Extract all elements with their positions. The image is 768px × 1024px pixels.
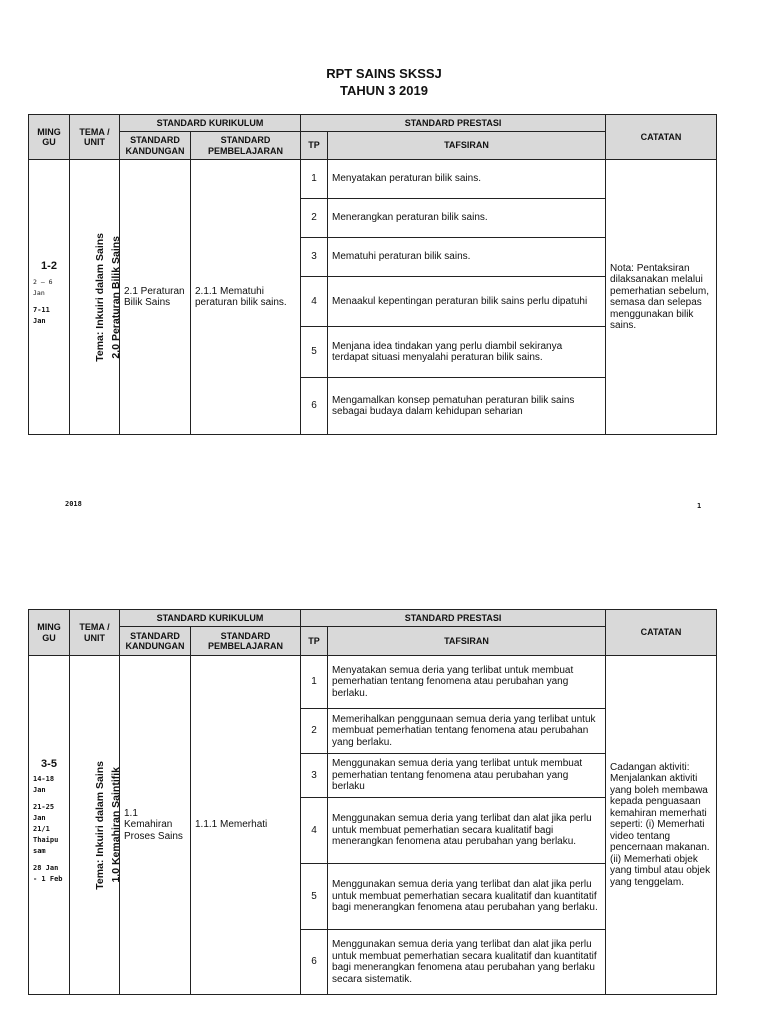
tafsiran-cell: Menggunakan semua deria yang terlibat untuk membuat pemerhatian tentang fenomena atau perubahan yang berlaku [328, 754, 606, 798]
tafsiran-cell: Menggunakan semua deria yang terlibat dan alat jika perlu untuk membuat pemerhatian secara kualitatif dan kuantitatif bagi menerangkan fenomena atau perubahan yang berlaku. [328, 864, 606, 930]
col-standard-pembelajaran: STANDARD PEMBELAJARAN [191, 132, 301, 160]
col-catatan: CATATAN [606, 115, 717, 160]
tema-cell [70, 656, 120, 995]
catatan-cell: Nota: Pentaksiran dilaksanakan melalui pemerhatian sebelum, semasa dan selepas menggunakan bilik sains. [606, 160, 717, 435]
table-row [29, 656, 717, 709]
minggu-cell [29, 160, 70, 435]
col-tafsiran: TAFSIRAN [328, 132, 606, 160]
table-row [29, 160, 717, 199]
tema-label: Tema: Inkuiri dalam Sains [94, 760, 106, 890]
tafsiran-cell: Mengamalkan konsep pematuhan peraturan bilik sains sebagai budaya dalam kehidupan seharian [328, 378, 606, 435]
week-label: 1-2 [41, 260, 57, 273]
catatan-cell: Cadangan aktiviti: Menjalankan aktiviti yang boleh membawa kepada penguasaan kemahiran memerhati seperti: (i) Memerhati video tentang pencernaan makanan. (ii) Memerhati objek yang timbul atau objek yang tenggelam. [606, 656, 717, 995]
page-number: 1 [697, 502, 702, 510]
document-subtitle: TAHUN 3 2019 [340, 83, 428, 98]
week-date: 21-25 Jan 21/1 Thaipu sam [33, 803, 59, 856]
col-standard-kandungan: STANDARD KANDUNGAN [120, 627, 191, 656]
week-label: 3-5 [41, 757, 57, 770]
standard-pembelajaran-cell: 1.1.1 Memerhati [191, 656, 301, 995]
col-standard-pembelajaran: STANDARD PEMBELAJARAN [191, 627, 301, 656]
col-standard-prestasi: STANDARD PRESTASI [301, 610, 606, 627]
standard-pembelajaran-cell: 2.1.1 Mematuhi peraturan bilik sains. [191, 160, 301, 435]
minggu-cell [29, 656, 70, 995]
tafsiran-cell: Menyatakan semua deria yang terlibat untuk membuat pemerhatian tentang fenomena atau perubahan yang berlaku. [328, 656, 606, 709]
tp-cell: 1 [301, 160, 328, 199]
col-standard-kurikulum: STANDARD KURIKULUM [120, 610, 301, 627]
col-standard-prestasi: STANDARD PRESTASI [301, 115, 606, 132]
tafsiran-cell: Mematuhi peraturan bilik sains. [328, 238, 606, 277]
document-title: RPT SAINS SKSSJ [326, 66, 442, 81]
tafsiran-cell: Menggunakan semua deria yang terlibat dan alat jika perlu untuk membuat pemerhatian secara kualitatif bagi menerangkan fenomena atau perubahan yang berlaku. [328, 798, 606, 864]
tp-cell: 5 [301, 327, 328, 378]
tafsiran-cell: Menggunakan semua deria yang terlibat dan alat jika perlu untuk membuat pemerhatian secara kualitatif dan kuantitatif bagi menerangkan fenomena atau perubahan yang berlaku secara sistematik. [328, 930, 606, 995]
unit-label: 2.0 Peraturan Bilik Sains [110, 235, 122, 359]
col-standard-kandungan: STANDARD KANDUNGAN [120, 132, 191, 160]
week-date: 28 Jan - 1 Feb [33, 864, 63, 884]
tp-cell: 5 [301, 864, 328, 930]
tp-cell: 6 [301, 378, 328, 435]
standard-kandungan-cell: 1.1 Kemahiran Proses Sains [120, 656, 191, 995]
tafsiran-cell: Menjana idea tindakan yang perlu diambil sekiranya terdapat situasi menyalahi peraturan bilik sains. [328, 327, 606, 378]
col-standard-kurikulum: STANDARD KURIKULUM [120, 115, 301, 132]
tp-cell: 4 [301, 798, 328, 864]
tema-cell [70, 160, 120, 435]
tp-cell: 6 [301, 930, 328, 995]
col-tafsiran: TAFSIRAN [328, 627, 606, 656]
standard-kandungan-cell: 2.1 Peraturan Bilik Sains [120, 160, 191, 435]
tp-cell: 1 [301, 656, 328, 709]
rpt-table-1 [28, 114, 717, 435]
footer-year: 2018 [65, 500, 82, 508]
col-catatan: CATATAN [606, 610, 717, 656]
tp-cell: 3 [301, 754, 328, 798]
col-tema: TEMA / UNIT [70, 115, 120, 160]
tp-cell: 2 [301, 709, 328, 754]
tafsiran-cell: Memerihalkan penggunaan semua deria yang terlibat untuk membuat pemerhatian tentang fenomena atau perubahan yang berlaku. [328, 709, 606, 754]
tp-cell: 2 [301, 199, 328, 238]
tafsiran-cell: Menaakul kepentingan peraturan bilik sains perlu dipatuhi [328, 277, 606, 327]
week-date: 2 – 6 Jan [33, 277, 53, 297]
col-minggu: MING GU [29, 115, 70, 160]
unit-label: 1.0 Kemahiran Saintifik [110, 767, 122, 883]
tp-cell: 3 [301, 238, 328, 277]
tafsiran-cell: Menyatakan peraturan bilik sains. [328, 160, 606, 199]
col-tp: TP [301, 627, 328, 656]
tema-label: Tema: Inkuiri dalam Sains [94, 232, 106, 362]
col-tp: TP [301, 132, 328, 160]
tp-cell: 4 [301, 277, 328, 327]
week-date: 14-18 Jan [33, 775, 55, 795]
col-tema: TEMA / UNIT [70, 610, 120, 656]
week-date: 7-11 Jan [33, 305, 50, 325]
rpt-table-2 [28, 609, 717, 995]
tafsiran-cell: Menerangkan peraturan bilik sains. [328, 199, 606, 238]
col-minggu: MING GU [29, 610, 70, 656]
